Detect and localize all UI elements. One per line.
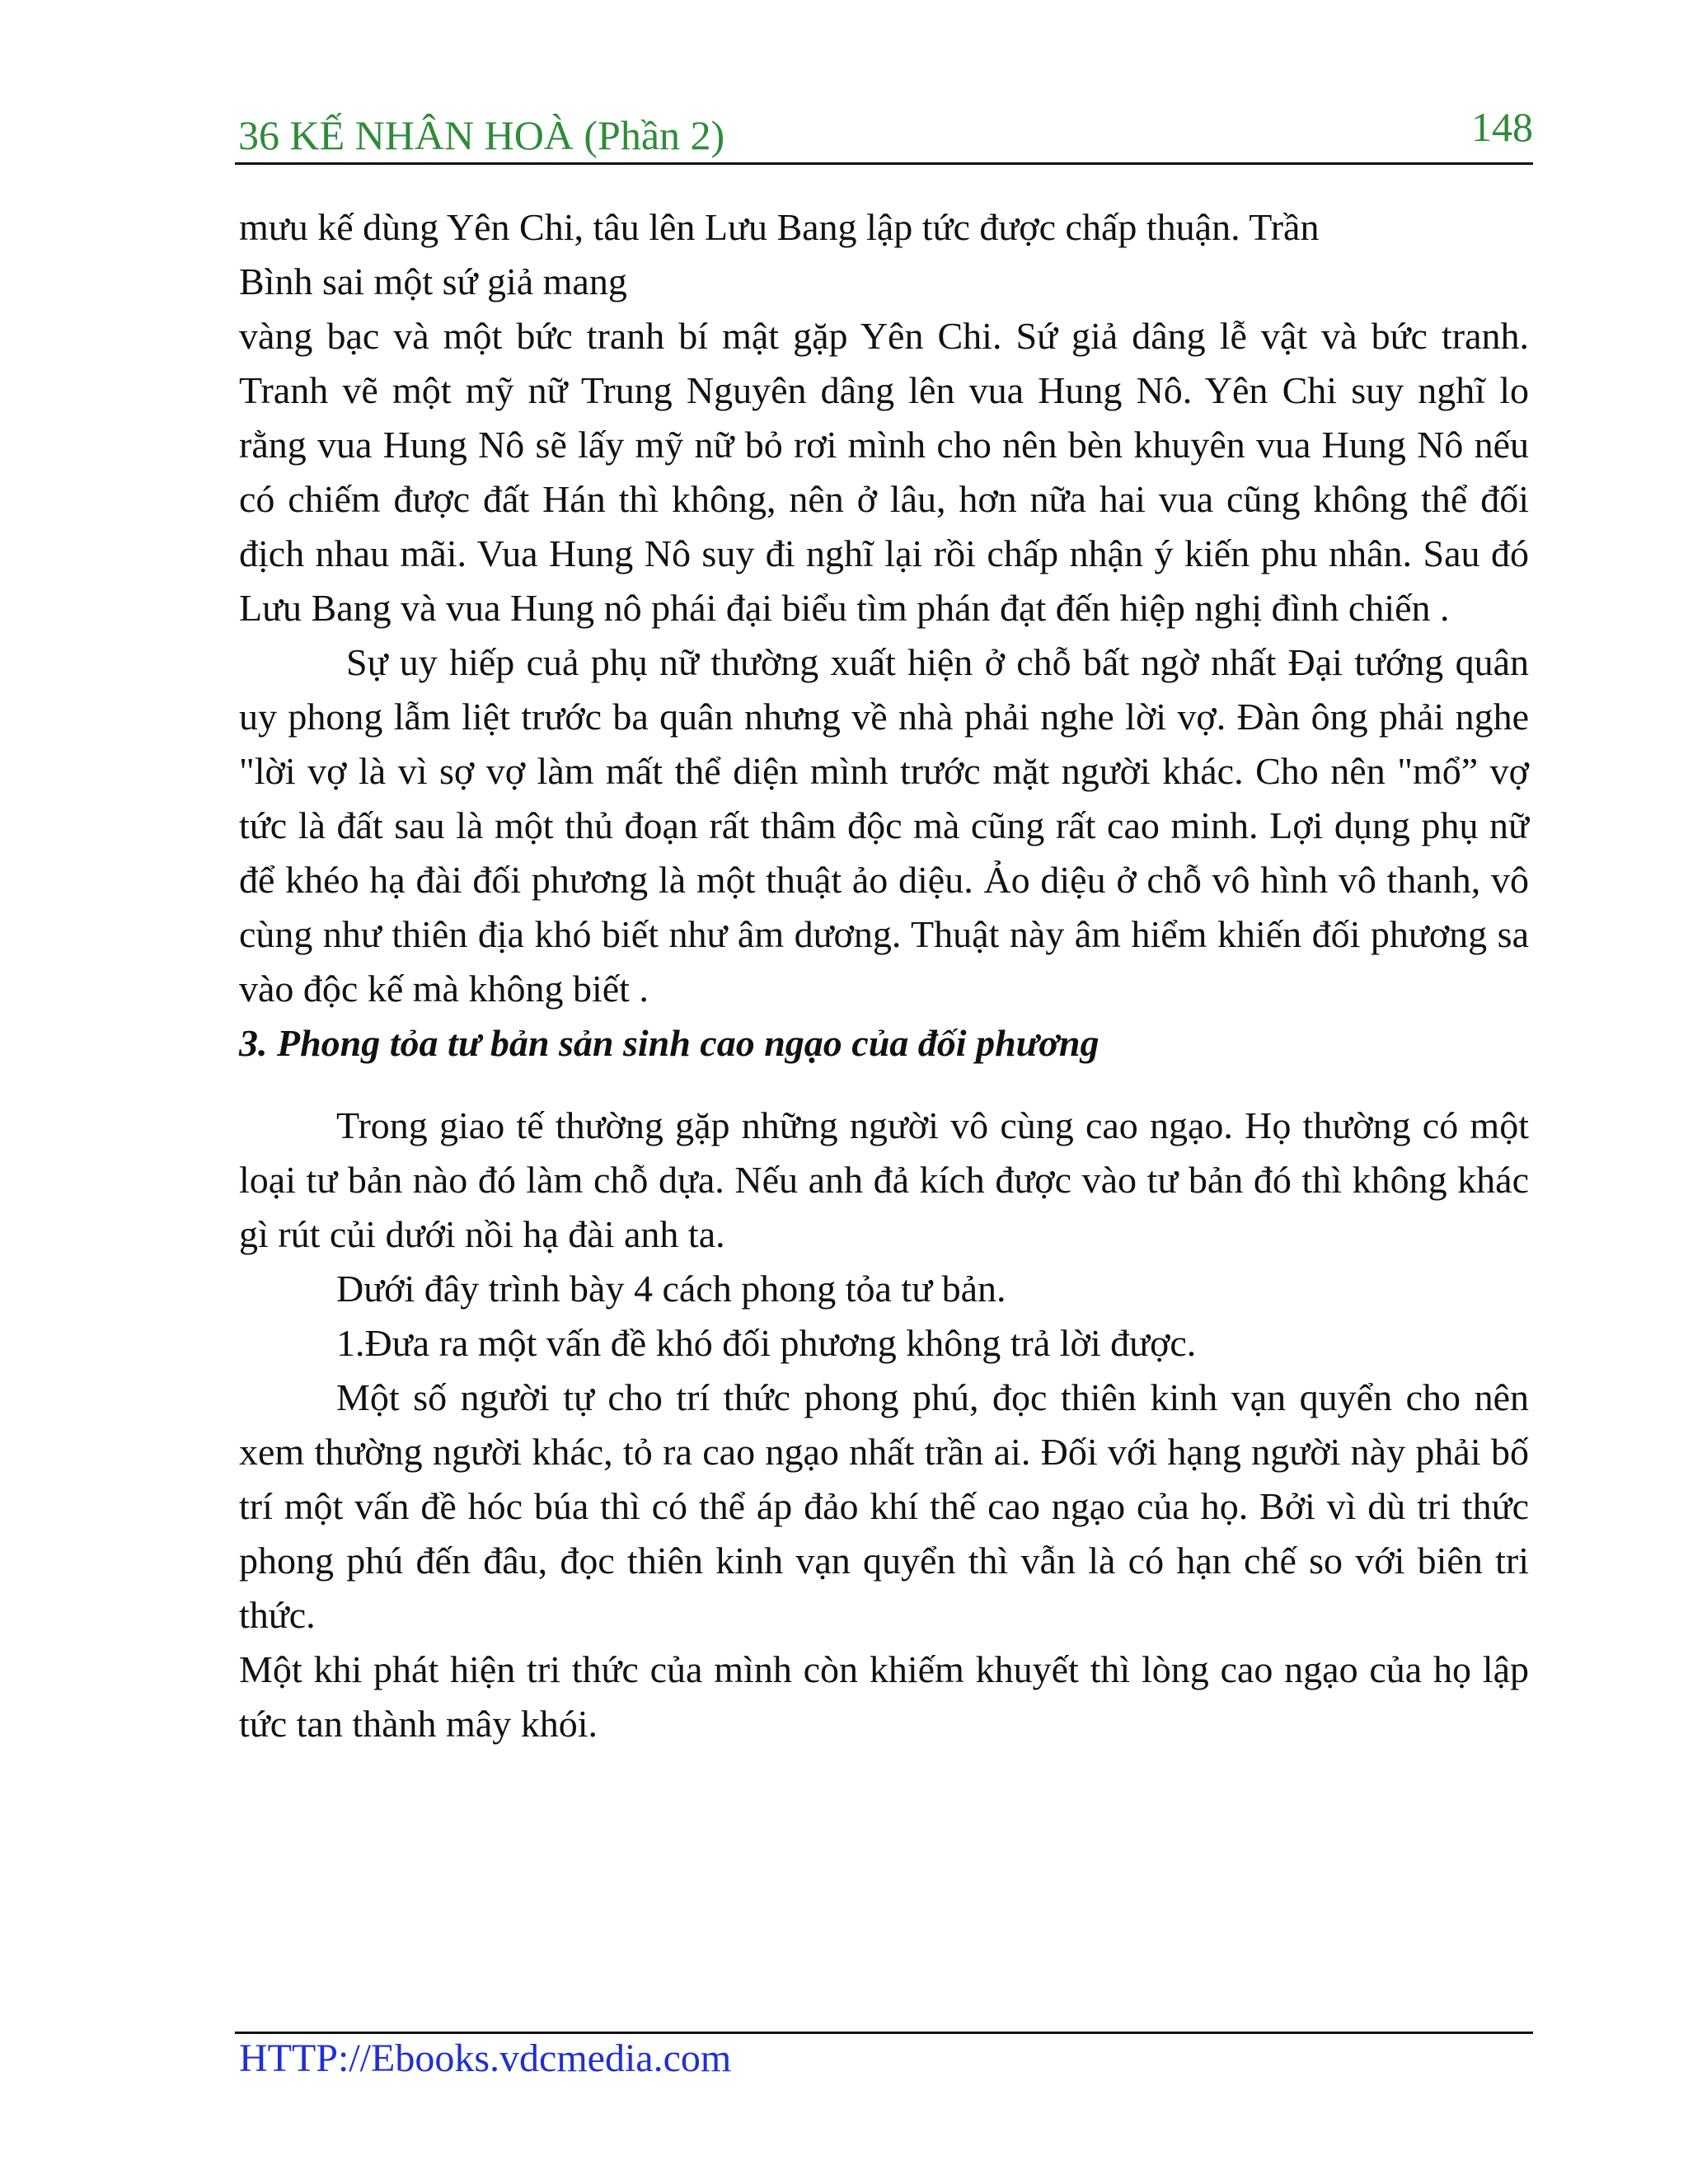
paragraph-line: Bình sai một sứ giả mang — [239, 260, 627, 302]
paragraph: Một khi phát hiện tri thức của mình còn khiếm khuyết thì lòng cao ngạo của họ lập tức tan thành mây khói. — [239, 1648, 1529, 1745]
page-number: 148 — [1471, 104, 1533, 150]
paragraph — [239, 200, 1529, 309]
page-body — [239, 200, 1529, 1751]
paragraph: Một số người tự cho trí thức phong phú, đọc thiên kinh vạn quyển cho nên xem thường người khác, tỏ ra cao ngạo nhất trần ai. Đối với hạng người này phải bố trí một vấn đề hóc búa thì có thể áp đảo khí thế cao ngạo của họ. Bởi vì dù tri thức phong phú đến đâu, đọc thiên kinh vạn quyển thì vẫn là có hạn chế so với biên tri thức. — [239, 1376, 1529, 1636]
paragraph: Trong giao tế thường gặp những người vô cùng cao ngạo. Họ thường có một loại tư bản nào đó làm chỗ dựa. Nếu anh đả kích được vào tư bản đó thì không khác gì rút củi dưới nồi hạ đài anh ta. — [239, 1104, 1529, 1255]
header-divider — [235, 162, 1533, 165]
paragraph-line: mưu kế dùng Yên Chi, tâu lên Lưu Bang lập tức được chấp thuận. Trần — [239, 206, 1320, 248]
page-header — [235, 103, 1533, 165]
paragraph: Sự uy hiếp cuả phụ nữ thường xuất hiện ở chỗ bất ngờ nhất Đại tướng quân uy phong lẫm liệt trước ba quân nhưng về nhà phải nghe lời vợ. Đàn ông phải nghe "lời vợ là vì sợ vợ làm mất thể diện mình trước mặt người khác. Cho nên "mổ” vợ tức là đất sau là một thủ đoạn rất thâm độc mà cũng rất cao minh. Lợi dụng phụ nữ để khéo hạ đài đối phương là một thuật ảo diệu. Ảo diệu ở chỗ vô hình vô thanh, vô cùng như thiên địa khó biết như âm dương. Thuật này âm hiểm khiến đối phương sa vào độc kế mà không biết . — [239, 641, 1529, 1010]
section-heading: 3. Phong tỏa tư bản sản sinh cao ngạo của đối phương — [239, 1022, 1100, 1064]
book-title: 36 KẾ NHÂN HOÀ (Phần 2) — [238, 112, 725, 158]
footer-link[interactable]: HTTP://Ebooks.vdcmedia.com — [239, 2036, 732, 2080]
list-item: 1.Đưa ra một vấn đề khó đối phương không trả lời được. — [336, 1322, 1197, 1364]
footer-divider — [235, 2032, 1533, 2034]
paragraph: Dưới đây trình bày 4 cách phong tỏa tư bản. — [336, 1268, 1006, 1310]
paragraph: vàng bạc và một bức tranh bí mật gặp Yên Chi. Sứ giả dâng lễ vật và bức tranh. Tranh vẽ một mỹ nữ Trung Nguyên dâng lên vua Hung Nô. Yên Chi suy nghĩ lo rằng vua Hung Nô sẽ lấy mỹ nữ bỏ rơi mình cho nên bèn khuyên vua Hung Nô nếu có chiếm được đất Hán thì không, nên ở lâu, hơn nữa hai vua cũng không thể đối địch nhau mãi. Vua Hung Nô suy đi nghĩ lại rồi chấp nhận ý kiến phu nhân. Sau đó Lưu Bang và vua Hung nô phái đại biểu tìm phán đạt đến hiệp nghị đình chiến . — [239, 315, 1529, 629]
